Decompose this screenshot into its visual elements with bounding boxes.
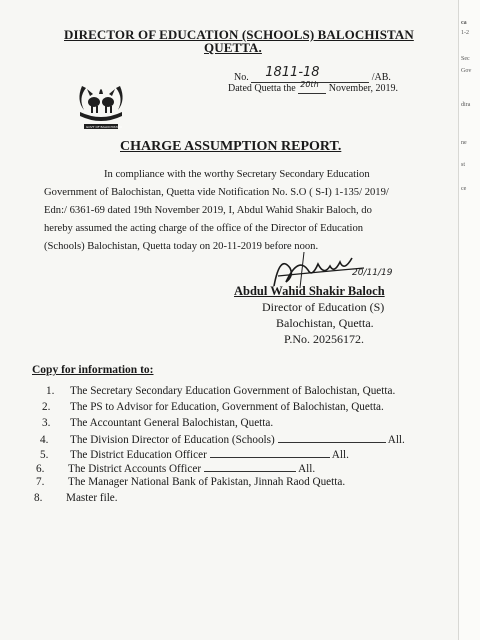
adjacent-page-edge xyxy=(458,0,480,640)
copy-item-number: 1. xyxy=(46,385,55,397)
copy-item-number: 7. xyxy=(36,476,45,488)
ref-date-day-handwritten: 20th xyxy=(300,80,319,89)
office-header-line2: QUETTA. xyxy=(204,40,262,55)
signatory-name: Abdul Wahid Shakir Baloch xyxy=(234,284,385,298)
copy-item-7 xyxy=(36,476,345,488)
body-line-2: Government of Balochistan, Quetta vide Notification No. S.O ( S-I) 1-135/ 2019/ xyxy=(44,187,389,198)
copy-item-suffix: All. xyxy=(331,449,349,461)
copy-item-number: 6. xyxy=(36,463,45,475)
edge-fragment: 1-2 xyxy=(461,30,469,36)
edge-fragment: st xyxy=(461,162,466,168)
copy-item-text: The PS to Advisor for Education, Government of Balochistan, Quetta. xyxy=(70,401,384,413)
edge-fragment: Gov xyxy=(461,68,472,74)
ref-no-suffix: /AB. xyxy=(371,72,391,83)
copy-item-suffix: All. xyxy=(298,463,316,475)
copy-item-4 xyxy=(40,432,405,446)
signature-date-handwritten: 20/11/19 xyxy=(352,268,393,278)
copy-item-text: The District Accounts Officer xyxy=(68,463,202,475)
copy-item-number: 2. xyxy=(42,401,51,413)
copy-item-1 xyxy=(46,385,395,397)
signatory-location: Balochistan, Quetta. xyxy=(276,316,374,330)
emblem-icon xyxy=(72,76,130,132)
copy-item-number: 3. xyxy=(42,417,51,429)
body-line-4: hereby assumed the acting charge of the office of the Director of Education xyxy=(44,223,364,234)
copy-item-text: The District Education Officer xyxy=(70,449,207,461)
copy-item-suffix: All. xyxy=(387,434,405,446)
government-emblem-logo xyxy=(72,76,130,132)
office-header-line1: DIRECTOR OF EDUCATION (SCHOOLS) BALOCHISTAN xyxy=(64,27,414,42)
reference-date xyxy=(228,80,399,94)
copy-item-text: Master file. xyxy=(66,492,118,504)
edge-fragment: dira xyxy=(461,102,471,108)
copy-item-6 xyxy=(36,461,315,475)
copy-item-8 xyxy=(34,492,118,504)
body-line-1: In compliance with the worthy Secretary Secondary Education xyxy=(104,169,370,180)
ref-date-label: Dated Quetta the xyxy=(228,83,296,94)
edge-fragment: Sec xyxy=(461,56,470,62)
ref-date-suffix: November, 2019. xyxy=(328,83,399,94)
ref-no-handwritten: 1811-18 xyxy=(265,65,320,80)
signatory-pno: P.No. 20256172. xyxy=(284,332,365,346)
copy-item-5 xyxy=(40,447,349,461)
copy-item-number: 8. xyxy=(34,492,43,504)
fill-blank-line xyxy=(278,432,386,443)
copy-item-text: The Manager National Bank of Pakistan, Jinnah Raod Quetta. xyxy=(68,476,346,488)
fill-blank-line xyxy=(210,447,330,458)
edge-fragment: ca xyxy=(461,20,467,26)
emblem-caption: GOVT OF BALOCHISTAN xyxy=(86,125,122,129)
edge-fragment: ne xyxy=(461,140,467,146)
copy-heading: Copy for information to: xyxy=(32,364,154,376)
fill-blank-line xyxy=(204,461,296,472)
copy-item-number: 4. xyxy=(40,434,49,446)
body-line-5: (Schools) Balochistan, Quetta today on 20-11-2019 before noon. xyxy=(44,241,319,252)
signatory-designation: Director of Education (S) xyxy=(262,300,385,314)
copy-item-text: The Secretary Secondary Education Government of Balochistan, Quetta. xyxy=(70,385,396,397)
report-title: CHARGE ASSUMPTION REPORT. xyxy=(120,139,342,154)
ref-no-label: No. xyxy=(234,72,249,83)
copy-item-2 xyxy=(42,401,384,413)
copy-item-text: The Division Director of Education (Schools) xyxy=(70,434,275,446)
copy-item-number: 5. xyxy=(40,449,49,461)
copy-item-3 xyxy=(42,417,273,429)
copy-item-text: The Accountant General Balochistan, Quetta. xyxy=(70,417,274,429)
body-line-3: Edn:/ 6361-69 dated 19th November 2019, I, Abdul Wahid Shakir Baloch, do xyxy=(44,205,372,216)
edge-fragment: ce xyxy=(461,186,467,192)
